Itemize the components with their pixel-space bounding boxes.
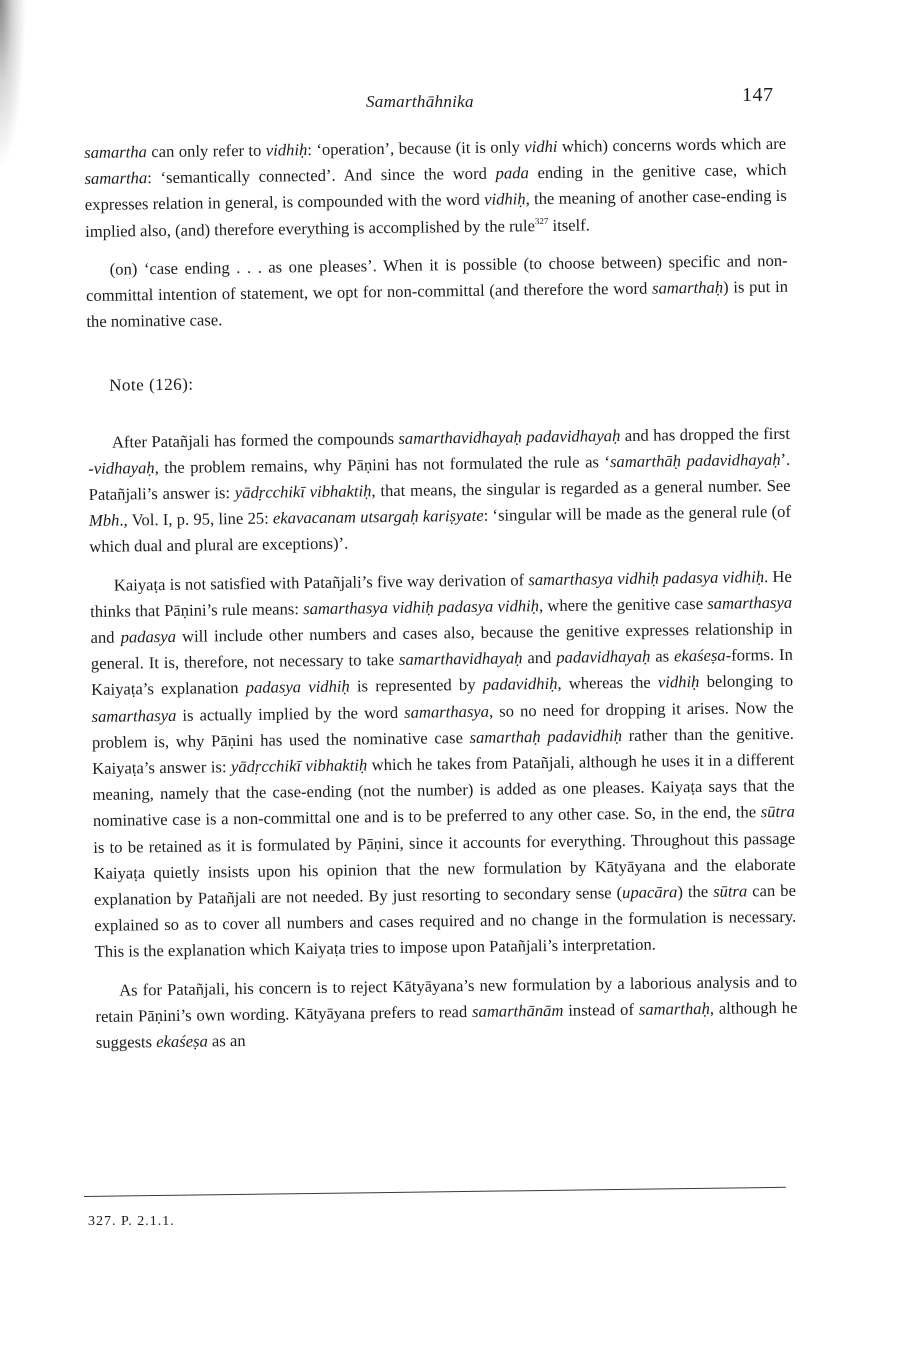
italic-term: pada xyxy=(495,163,529,183)
italic-term: samarthaḥ xyxy=(638,998,710,1019)
italic-term: sūtra xyxy=(760,802,795,822)
italic-term: samarthasya vidhiḥ padasya vidhiḥ xyxy=(303,595,540,619)
italic-term: vidhi xyxy=(524,136,558,157)
italic-term: vidhiḥ xyxy=(265,140,308,160)
italic-term: samarthasya xyxy=(404,701,490,722)
page-edge-shadow xyxy=(0,0,26,170)
italic-term: upacāra xyxy=(621,882,678,903)
italic-term: samarthaḥ xyxy=(651,277,724,298)
italic-term: samarthasya xyxy=(707,592,793,613)
italic-term: samartha xyxy=(84,168,148,189)
italic-term: ekavacanam utsargaḥ kariṣyate xyxy=(272,506,484,528)
italic-term: samarthāḥ padavidhayaḥ xyxy=(609,449,781,471)
page-number: 147 xyxy=(742,84,774,106)
footnote: 327. P. 2.1.1. xyxy=(88,1214,175,1229)
paragraph-5: As for Patañjali, his concern is to reject Kātyāyana’s new formulation by a laborious analysis and to retain Pāṇini’s own wording. Kātyāyana prefers to read samarthānām instead of samarthaḥ, although he suggests ekaśeṣa as an xyxy=(95,971,798,1053)
italic-term: padavidhiḥ xyxy=(482,674,558,695)
italic-term: vidhiḥ xyxy=(657,672,700,692)
note-heading: Note (126): xyxy=(109,375,194,396)
italic-term: samarthasya xyxy=(91,705,177,726)
italic-term: yādṛcchikī vibhaktiḥ xyxy=(234,481,372,503)
italic-term: samarthānām xyxy=(471,1000,564,1021)
italic-term: vidhiḥ xyxy=(484,189,526,210)
italic-term: Mbh xyxy=(88,510,120,531)
italic-term: padasya xyxy=(120,626,177,647)
italic-term: samarthavidhayaḥ xyxy=(398,648,523,670)
footnote-ref: 327 xyxy=(534,215,549,226)
italic-term: samartha xyxy=(84,142,147,162)
italic-term: samarthavidhayaḥ padavidhayaḥ xyxy=(398,425,621,448)
italic-term: padasya vidhiḥ xyxy=(245,677,350,698)
italic-term: sūtra xyxy=(712,881,748,901)
body-text xyxy=(84,131,798,1056)
paragraph-2: (on) ‘case ending . . . as one pleases’. When it is possible (to choose between) specific and non-committal intention of statement, we opt for non-committal (and therefore the word samarthaḥ) is put in the nominative case. xyxy=(85,250,789,332)
italic-term: -vidhayaḥ xyxy=(88,457,155,478)
italic-term: padavidhayaḥ xyxy=(556,646,651,668)
paragraph-3: After Patañjali has formed the compounds samarthavidhayaḥ padavidhayaḥ and has dropped the first -vidhayaḥ, the problem remains, why Pāṇini has not formulated the rule as ‘samarthāḥ padavidhayaḥ’. Patañjali’s answer is: yādṛcchikī vibhaktiḥ, that means, the singular is regarded as a general number. See Mbh., Vol. I, p. 95, line 25: ekavacanam utsargaḥ kariṣyate: ‘singular will be made as the general rule (of which dual and plural are exceptions)’. xyxy=(88,423,792,557)
italic-term: samarthasya vidhiḥ padasya vidhiḥ xyxy=(528,566,765,589)
italic-term: ekaśeṣa xyxy=(673,645,726,666)
paragraph-4: Kaiyaṭa is not satisfied with Patañjali’s five way derivation of samarthasya vidhiḥ padasya vidhiḥ. He thinks that Pāṇini’s rule means: samarthasya vidhiḥ padasya vidhiḥ, where the genitive case samarthasya and padasya will include other numbers and cases also, because the genitive expresses relationship in general. It is, therefore, not necessary to take samarthavidhayaḥ and padavidhayaḥ as ekaśeṣa-forms. In Kaiyaṭa’s explanation padasya vidhiḥ is represented by padavidhiḥ, whereas the vidhiḥ belonging to samarthasya is actually implied by the word samarthasya, so no need for dropping it arises. Now the problem is, why Pāṇini has used the nominative case samarthaḥ padavidhiḥ rather than the genitive. Kaiyaṭa’s answer is: yādṛcchikī vibhaktiḥ which he takes from Patañjali, although he uses it in a different meaning, namely that the case-ending (not the number) is added as one pleases. Kaiyaṭa says that the nominative case is a non-committal one and is to be preferred to any other case. So, in the end, the sūtra is to be retained as it is formulated by Pāṇini, since it accounts for everything. Throughout this passage Kaiyaṭa quietly insists upon his opinion that the new formulation by Kātyāyana and the elaborate explanation by Patañjali are not needed. By just resorting to secondary sense (upacāra) the sūtra can be explained so as to cover all numbers and cases required and no change in the formulation is necessary. This is the explanation which Kaiyaṭa tries to impose upon Patañjali’s interpretation. xyxy=(90,566,797,962)
footnote-rule xyxy=(84,1187,786,1197)
running-title: Samarthāhnika xyxy=(366,92,474,111)
paragraph-1: samartha can only refer to vidhiḥ: ‘operation’, because (it is only vidhi which) concerns words which are samartha: ‘semantically connected’. And since the word pada ending in the genitive case, which expresses relation in general, is compounded with the word vidhiḥ, the meaning of another case-ending is implied also, (and) therefore everything is accomplished by the rule$^{327}$ itself. xyxy=(84,133,787,241)
italic-term: yādṛcchikī vibhaktiḥ xyxy=(230,755,368,777)
italic-term: samarthaḥ padavidhiḥ xyxy=(469,725,623,747)
italic-term: ekaśeṣa xyxy=(156,1031,208,1052)
